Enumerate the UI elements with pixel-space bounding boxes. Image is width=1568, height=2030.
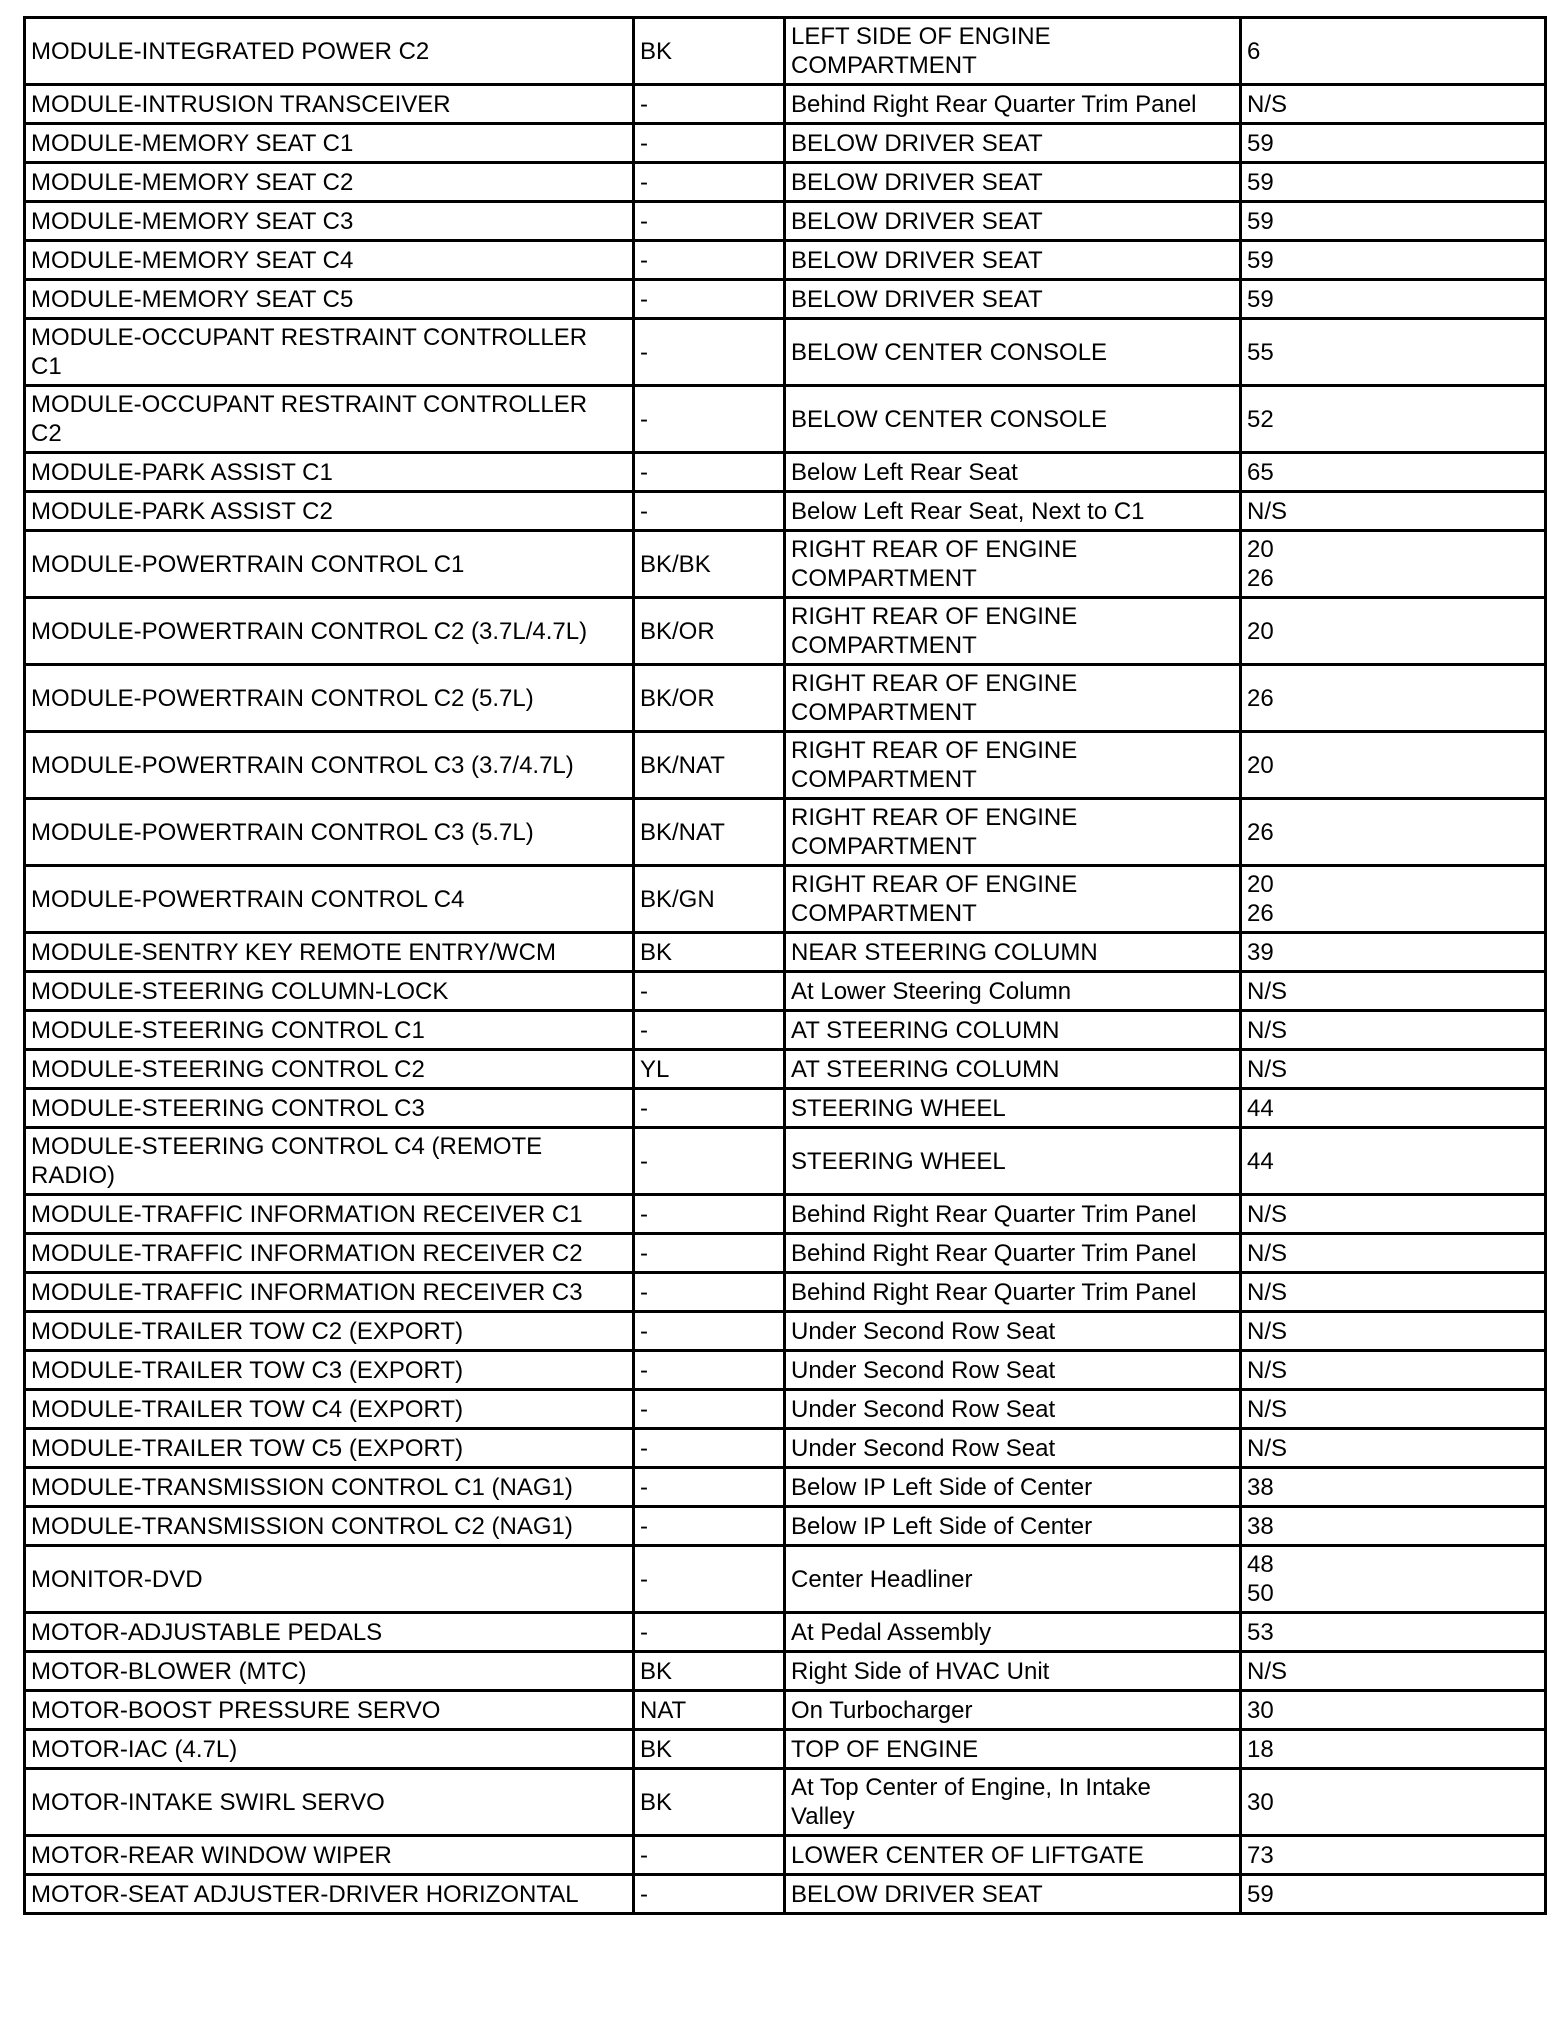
connector-location-cell: BELOW CENTER CONSOLE	[785, 319, 1241, 386]
connector-color-cell: -	[634, 1613, 785, 1652]
table-body	[25, 18, 1546, 1914]
figure-number-cell: 48 50	[1241, 1546, 1546, 1613]
figure-number-cell: 65	[1241, 453, 1546, 492]
figure-number-cell: 26	[1241, 665, 1546, 732]
connector-location-cell: RIGHT REAR OF ENGINE COMPARTMENT	[785, 866, 1241, 933]
connector-color-cell: -	[634, 1234, 785, 1273]
connector-color-cell: -	[634, 1546, 785, 1613]
connector-name-cell: MODULE-TRAILER TOW C3 (EXPORT)	[25, 1351, 634, 1390]
connector-color-cell: -	[634, 241, 785, 280]
figure-number-cell: N/S	[1241, 85, 1546, 124]
connector-name-cell: MODULE-OCCUPANT RESTRAINT CONTROLLER C1	[25, 319, 634, 386]
table-row	[25, 492, 1546, 531]
connector-location-cell: On Turbocharger	[785, 1691, 1241, 1730]
figure-number-cell: 44	[1241, 1089, 1546, 1128]
connector-location-cell: Below IP Left Side of Center	[785, 1468, 1241, 1507]
connector-color-cell: -	[634, 1128, 785, 1195]
figure-number-cell: 20	[1241, 598, 1546, 665]
table-row	[25, 1011, 1546, 1050]
table-row	[25, 1273, 1546, 1312]
connector-name-cell: MONITOR-DVD	[25, 1546, 634, 1613]
connector-location-cell: LOWER CENTER OF LIFTGATE	[785, 1836, 1241, 1875]
connector-name-cell: MODULE-MEMORY SEAT C3	[25, 202, 634, 241]
connector-color-cell: -	[634, 1312, 785, 1351]
connector-color-cell: -	[634, 163, 785, 202]
figure-number-cell: 20 26	[1241, 531, 1546, 598]
connector-color-cell: -	[634, 280, 785, 319]
connector-name-cell: MOTOR-ADJUSTABLE PEDALS	[25, 1613, 634, 1652]
connector-name-cell: MODULE-INTEGRATED POWER C2	[25, 18, 634, 85]
connector-name-cell: MODULE-TRAILER TOW C5 (EXPORT)	[25, 1429, 634, 1468]
connector-location-cell: Under Second Row Seat	[785, 1351, 1241, 1390]
connector-color-cell: BK	[634, 18, 785, 85]
figure-number-cell: 26	[1241, 799, 1546, 866]
figure-number-cell: N/S	[1241, 1234, 1546, 1273]
connector-location-cell: Behind Right Rear Quarter Trim Panel	[785, 1273, 1241, 1312]
connector-color-cell: BK/NAT	[634, 732, 785, 799]
connector-location-cell: BELOW DRIVER SEAT	[785, 202, 1241, 241]
connector-location-cell: At Top Center of Engine, In Intake Valley	[785, 1769, 1241, 1836]
table-row	[25, 598, 1546, 665]
connector-color-cell: -	[634, 319, 785, 386]
connector-name-cell: MODULE-TRAFFIC INFORMATION RECEIVER C1	[25, 1195, 634, 1234]
connector-location-cell: RIGHT REAR OF ENGINE COMPARTMENT	[785, 665, 1241, 732]
table-row	[25, 1507, 1546, 1546]
connector-name-cell: MODULE-TRAFFIC INFORMATION RECEIVER C3	[25, 1273, 634, 1312]
figure-number-cell: 59	[1241, 280, 1546, 319]
connector-location-cell: Right Side of HVAC Unit	[785, 1652, 1241, 1691]
connector-color-cell: -	[634, 492, 785, 531]
connector-name-cell: MODULE-SENTRY KEY REMOTE ENTRY/WCM	[25, 933, 634, 972]
table-row	[25, 866, 1546, 933]
table-row	[25, 18, 1546, 85]
connector-location-cell: Under Second Row Seat	[785, 1390, 1241, 1429]
figure-number-cell: 38	[1241, 1507, 1546, 1546]
connector-color-cell: -	[634, 1390, 785, 1429]
connector-name-cell: MOTOR-IAC (4.7L)	[25, 1730, 634, 1769]
figure-number-cell: 39	[1241, 933, 1546, 972]
figure-number-cell: 59	[1241, 124, 1546, 163]
connector-location-cell: BELOW CENTER CONSOLE	[785, 386, 1241, 453]
connector-location-cell: AT STEERING COLUMN	[785, 1050, 1241, 1089]
connector-location-cell: BELOW DRIVER SEAT	[785, 1875, 1241, 1914]
connector-color-cell: BK/OR	[634, 665, 785, 732]
connector-name-cell: MODULE-TRAILER TOW C2 (EXPORT)	[25, 1312, 634, 1351]
figure-number-cell: 18	[1241, 1730, 1546, 1769]
connector-name-cell: MODULE-STEERING CONTROL C2	[25, 1050, 634, 1089]
figure-number-cell: N/S	[1241, 1652, 1546, 1691]
connector-location-cell: Under Second Row Seat	[785, 1429, 1241, 1468]
connector-color-cell: BK	[634, 1730, 785, 1769]
connector-name-cell: MOTOR-SEAT ADJUSTER-DRIVER HORIZONTAL	[25, 1875, 634, 1914]
connector-name-cell: MOTOR-BOOST PRESSURE SERVO	[25, 1691, 634, 1730]
connector-color-cell: BK	[634, 1769, 785, 1836]
connector-name-cell: MODULE-POWERTRAIN CONTROL C3 (5.7L)	[25, 799, 634, 866]
table-row	[25, 531, 1546, 598]
connector-color-cell: -	[634, 1351, 785, 1390]
table-row	[25, 1234, 1546, 1273]
connector-color-cell: -	[634, 453, 785, 492]
connector-location-cell: AT STEERING COLUMN	[785, 1011, 1241, 1050]
connector-name-cell: MODULE-STEERING CONTROL C4 (REMOTE RADIO)	[25, 1128, 634, 1195]
connector-name-cell: MODULE-POWERTRAIN CONTROL C2 (3.7L/4.7L)	[25, 598, 634, 665]
connector-color-cell: -	[634, 386, 785, 453]
table-row	[25, 933, 1546, 972]
connector-location-cell: Behind Right Rear Quarter Trim Panel	[785, 85, 1241, 124]
connector-location-cell: TOP OF ENGINE	[785, 1730, 1241, 1769]
figure-number-cell: N/S	[1241, 492, 1546, 531]
figure-number-cell: N/S	[1241, 1273, 1546, 1312]
figure-number-cell: 59	[1241, 202, 1546, 241]
connector-name-cell: MODULE-POWERTRAIN CONTROL C1	[25, 531, 634, 598]
connector-name-cell: MODULE-POWERTRAIN CONTROL C3 (3.7/4.7L)	[25, 732, 634, 799]
figure-number-cell: 59	[1241, 163, 1546, 202]
connector-color-cell: -	[634, 1429, 785, 1468]
connector-name-cell: MODULE-MEMORY SEAT C2	[25, 163, 634, 202]
connector-color-cell: -	[634, 1875, 785, 1914]
table-row	[25, 1390, 1546, 1429]
table-row	[25, 124, 1546, 163]
table-row	[25, 732, 1546, 799]
figure-number-cell: N/S	[1241, 972, 1546, 1011]
connector-name-cell: MODULE-PARK ASSIST C2	[25, 492, 634, 531]
connector-location-cell: Below IP Left Side of Center	[785, 1507, 1241, 1546]
connector-color-cell: -	[634, 202, 785, 241]
table-row	[25, 665, 1546, 732]
connector-color-cell: -	[634, 972, 785, 1011]
table-row	[25, 972, 1546, 1011]
connector-location-cell: STEERING WHEEL	[785, 1089, 1241, 1128]
figure-number-cell: 30	[1241, 1691, 1546, 1730]
connector-color-cell: NAT	[634, 1691, 785, 1730]
figure-number-cell: N/S	[1241, 1312, 1546, 1351]
connector-name-cell: MODULE-POWERTRAIN CONTROL C4	[25, 866, 634, 933]
table-row	[25, 799, 1546, 866]
connector-color-cell: -	[634, 85, 785, 124]
table-row	[25, 1050, 1546, 1089]
connector-location-cell: BELOW DRIVER SEAT	[785, 163, 1241, 202]
figure-number-cell: 59	[1241, 241, 1546, 280]
connector-color-cell: -	[634, 1273, 785, 1312]
table-row	[25, 1089, 1546, 1128]
table-row	[25, 319, 1546, 386]
connector-color-cell: BK/GN	[634, 866, 785, 933]
connector-location-cell: Under Second Row Seat	[785, 1312, 1241, 1351]
table-row	[25, 241, 1546, 280]
figure-number-cell: 38	[1241, 1468, 1546, 1507]
table-row	[25, 1429, 1546, 1468]
connector-location-cell: RIGHT REAR OF ENGINE COMPARTMENT	[785, 799, 1241, 866]
connector-location-cell: BELOW DRIVER SEAT	[785, 280, 1241, 319]
connector-name-cell: MODULE-MEMORY SEAT C1	[25, 124, 634, 163]
table-row	[25, 1195, 1546, 1234]
connector-color-cell: -	[634, 1507, 785, 1546]
connector-name-cell: MODULE-STEERING CONTROL C3	[25, 1089, 634, 1128]
figure-number-cell: 53	[1241, 1613, 1546, 1652]
figure-number-cell: N/S	[1241, 1011, 1546, 1050]
connector-name-cell: MOTOR-INTAKE SWIRL SERVO	[25, 1769, 634, 1836]
connector-color-cell: -	[634, 124, 785, 163]
table-row	[25, 1351, 1546, 1390]
table-row	[25, 1128, 1546, 1195]
connector-location-cell: BELOW DRIVER SEAT	[785, 124, 1241, 163]
table-row	[25, 1312, 1546, 1351]
connector-color-cell: -	[634, 1195, 785, 1234]
connector-location-cell: BELOW DRIVER SEAT	[785, 241, 1241, 280]
table-row	[25, 85, 1546, 124]
figure-number-cell: N/S	[1241, 1195, 1546, 1234]
figure-number-cell: 20	[1241, 732, 1546, 799]
connector-color-cell: BK/NAT	[634, 799, 785, 866]
connector-location-cell: Below Left Rear Seat, Next to C1	[785, 492, 1241, 531]
connector-color-cell: BK	[634, 1652, 785, 1691]
connector-location-cell: Behind Right Rear Quarter Trim Panel	[785, 1234, 1241, 1273]
table-row	[25, 1546, 1546, 1613]
table-row	[25, 1613, 1546, 1652]
table-row	[25, 202, 1546, 241]
connector-location-cell: RIGHT REAR OF ENGINE COMPARTMENT	[785, 531, 1241, 598]
table-row	[25, 1468, 1546, 1507]
connector-color-cell: -	[634, 1089, 785, 1128]
connector-color-cell: BK/OR	[634, 598, 785, 665]
table-row	[25, 386, 1546, 453]
figure-number-cell: N/S	[1241, 1429, 1546, 1468]
connector-location-cell: LEFT SIDE OF ENGINE COMPARTMENT	[785, 18, 1241, 85]
connector-location-cell: RIGHT REAR OF ENGINE COMPARTMENT	[785, 732, 1241, 799]
connector-color-cell: BK/BK	[634, 531, 785, 598]
connector-location-table	[23, 16, 1547, 1915]
table-row	[25, 1730, 1546, 1769]
connector-location-cell: At Pedal Assembly	[785, 1613, 1241, 1652]
connector-name-cell: MODULE-STEERING COLUMN-LOCK	[25, 972, 634, 1011]
table-row	[25, 1769, 1546, 1836]
connector-name-cell: MOTOR-REAR WINDOW WIPER	[25, 1836, 634, 1875]
figure-number-cell: 20 26	[1241, 866, 1546, 933]
connector-name-cell: MODULE-TRANSMISSION CONTROL C1 (NAG1)	[25, 1468, 634, 1507]
figure-number-cell: 73	[1241, 1836, 1546, 1875]
table-row	[25, 1875, 1546, 1914]
connector-name-cell: MODULE-INTRUSION TRANSCEIVER	[25, 85, 634, 124]
connector-color-cell: BK	[634, 933, 785, 972]
connector-location-cell: Below Left Rear Seat	[785, 453, 1241, 492]
connector-name-cell: MODULE-STEERING CONTROL C1	[25, 1011, 634, 1050]
connector-name-cell: MOTOR-BLOWER (MTC)	[25, 1652, 634, 1691]
connector-location-cell: STEERING WHEEL	[785, 1128, 1241, 1195]
connector-name-cell: MODULE-PARK ASSIST C1	[25, 453, 634, 492]
figure-number-cell: 6	[1241, 18, 1546, 85]
figure-number-cell: N/S	[1241, 1050, 1546, 1089]
connector-color-cell: -	[634, 1011, 785, 1050]
connector-name-cell: MODULE-MEMORY SEAT C4	[25, 241, 634, 280]
connector-name-cell: MODULE-TRANSMISSION CONTROL C2 (NAG1)	[25, 1507, 634, 1546]
figure-number-cell: 30	[1241, 1769, 1546, 1836]
figure-number-cell: N/S	[1241, 1390, 1546, 1429]
figure-number-cell: N/S	[1241, 1351, 1546, 1390]
connector-name-cell: MODULE-OCCUPANT RESTRAINT CONTROLLER C2	[25, 386, 634, 453]
connector-name-cell: MODULE-MEMORY SEAT C5	[25, 280, 634, 319]
connector-name-cell: MODULE-TRAFFIC INFORMATION RECEIVER C2	[25, 1234, 634, 1273]
connector-name-cell: MODULE-POWERTRAIN CONTROL C2 (5.7L)	[25, 665, 634, 732]
connector-location-cell: Behind Right Rear Quarter Trim Panel	[785, 1195, 1241, 1234]
figure-number-cell: 52	[1241, 386, 1546, 453]
figure-number-cell: 59	[1241, 1875, 1546, 1914]
connector-location-cell: NEAR STEERING COLUMN	[785, 933, 1241, 972]
table-row	[25, 1652, 1546, 1691]
figure-number-cell: 55	[1241, 319, 1546, 386]
table-row	[25, 280, 1546, 319]
table-row	[25, 453, 1546, 492]
table-row	[25, 163, 1546, 202]
connector-color-cell: -	[634, 1836, 785, 1875]
connector-color-cell: YL	[634, 1050, 785, 1089]
table-row	[25, 1836, 1546, 1875]
figure-number-cell: 44	[1241, 1128, 1546, 1195]
connector-location-cell: RIGHT REAR OF ENGINE COMPARTMENT	[785, 598, 1241, 665]
table-row	[25, 1691, 1546, 1730]
connector-location-cell: Center Headliner	[785, 1546, 1241, 1613]
connector-name-cell: MODULE-TRAILER TOW C4 (EXPORT)	[25, 1390, 634, 1429]
connector-location-cell: At Lower Steering Column	[785, 972, 1241, 1011]
connector-color-cell: -	[634, 1468, 785, 1507]
